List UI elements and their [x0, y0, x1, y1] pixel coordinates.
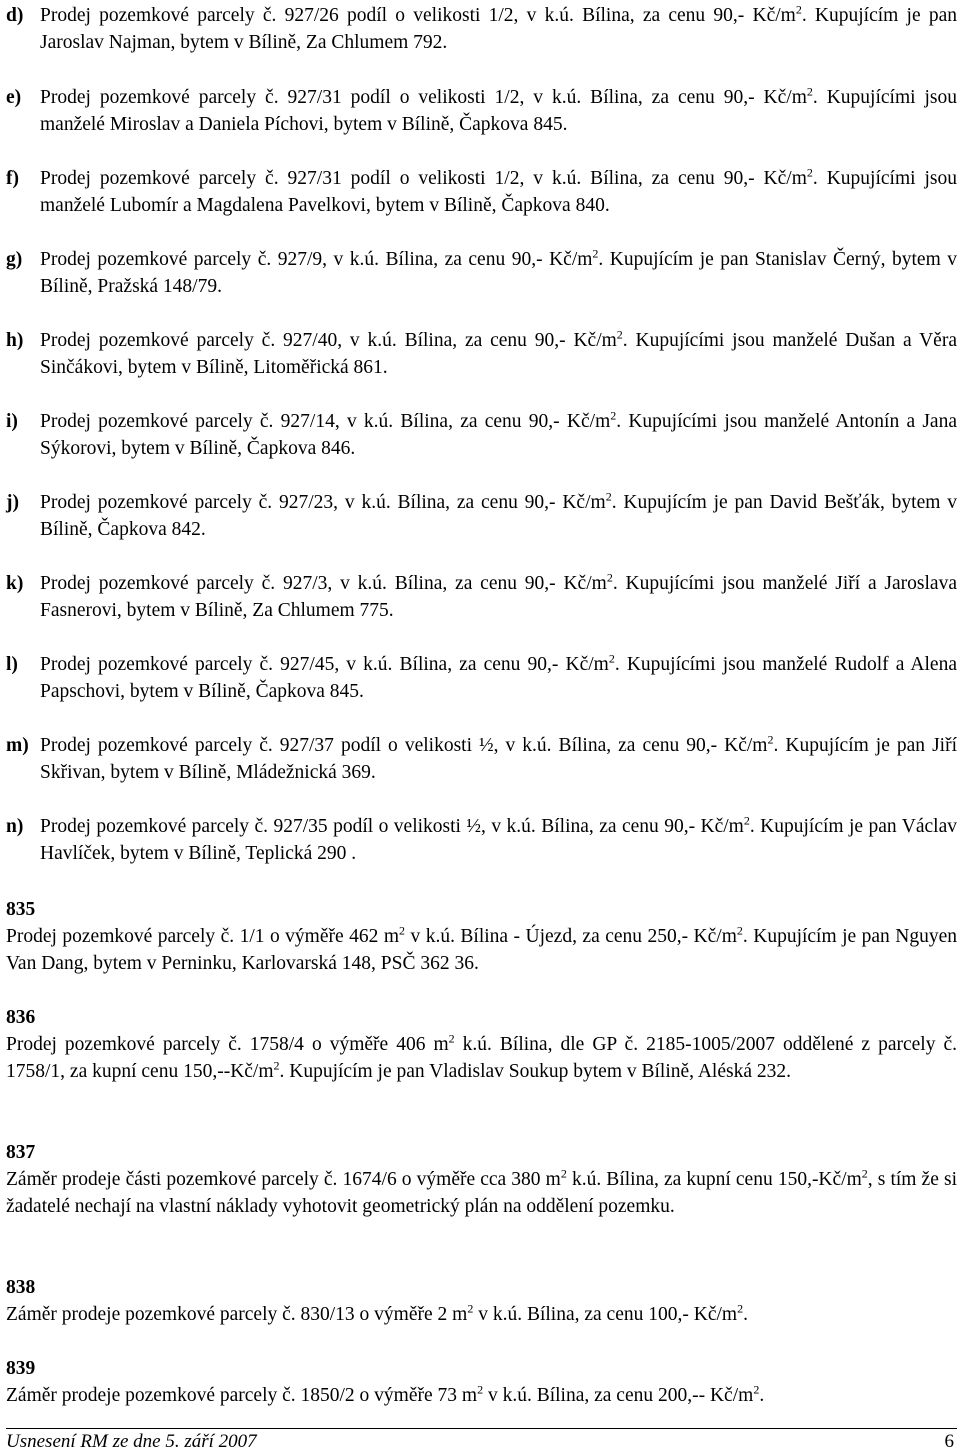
item-marker: g): [6, 249, 23, 270]
item-marker: d): [6, 5, 24, 26]
item-marker: e): [6, 87, 22, 108]
item-g: [6, 246, 957, 300]
item-text: Prodej pozemkové parcely č. 927/23, v k.ú. Bílina, za cenu 90,- $Kč/m^2$. Kupujícím je pan David Bešťák, bytem v Bílině, Čapkova 842.: [40, 489, 957, 540]
item-text: Prodej pozemkové parcely č. 927/37 podíl o velikosti ½, v k.ú. Bílina, za cenu 90,- $Kč/m^2$. Kupujícím je pan Jiří Skřivan, bytem v Bílině, Mládežnická 369.: [40, 732, 957, 783]
item-h: [6, 327, 957, 381]
item-n: [6, 813, 957, 867]
item-text: Prodej pozemkové parcely č. 927/45, v k.ú. Bílina, za cenu 90,- $Kč/m^2$. Kupujícími jsou manželé Rudolf a Alena Papschovi, bytem v Bílině, Čapkova 845.: [40, 651, 957, 702]
item-l: [6, 651, 957, 705]
item-text: Prodej pozemkové parcely č. 927/35 podíl o velikosti ½, v k.ú. Bílina, za cenu 90,- $Kč/m^2$. Kupujícím je pan Václav Havlíček, bytem v Bílině, Teplická 290 .: [40, 813, 957, 864]
resolution-text: Záměr prodeje části pozemkové parcely č. 1674/6 o výměře cca 380 $m^2$ k.ú. Bílina, za kupní cenu $150,-Kč/m^2$, s tím že si žadatelé nechají na vlastní náklady vyhotovit geometrický plán na oddělení pozemku.: [6, 1166, 957, 1217]
item-text: Prodej pozemkové parcely č. 927/31 podíl o velikosti 1/2, v k.ú. Bílina, za cenu 90,- $Kč/m^2$. Kupujícími jsou manželé Miroslav a Daniela Píchovi, bytem v Bílině, Čapkova 845.: [40, 84, 957, 135]
resolution-number: 837: [6, 1142, 36, 1163]
resolution-text: Záměr prodeje pozemkové parcely č. 1850/2 o výměře 73 $m^2$ v k.ú. Bílina, za cenu 200,-- $Kč/m^2$.: [6, 1382, 765, 1406]
item-text: Prodej pozemkové parcely č. 927/9, v k.ú. Bílina, za cenu 90,- $Kč/m^2$. Kupujícím je pan Stanislav Černý, bytem v Bílině, Pražská 148/79.: [40, 246, 957, 297]
item-marker: i): [6, 411, 18, 432]
item-e: [6, 84, 957, 138]
item-marker: k): [6, 573, 24, 594]
item-m: [6, 732, 957, 786]
resolution-number: 838: [6, 1277, 36, 1298]
resolution-837: [6, 1139, 957, 1220]
item-text: Prodej pozemkové parcely č. 927/3, v k.ú. Bílina, za cenu 90,- $Kč/m^2$. Kupujícími jsou manželé Jiří a Jaroslava Fasnerovi, bytem v Bílině, Za Chlumem 775.: [40, 570, 957, 621]
resolution-text: Prodej pozemkové parcely č. 1/1 o výměře 462 $m^2$ v k.ú. Bílina - Újezd, za cenu 250,- $Kč/m^2$. Kupujícím je pan Nguyen Van Dang, bytem v Perninku, Karlovarská 148, PSČ 362 36.: [6, 923, 958, 974]
page-number: 6: [944, 1431, 954, 1452]
item-marker: j): [6, 492, 19, 513]
resolution-number: 839: [6, 1358, 36, 1379]
item-text: Prodej pozemkové parcely č. 927/31 podíl o velikosti 1/2, v k.ú. Bílina, za cenu 90,- $Kč/m^2$. Kupujícími jsou manželé Lubomír a Magdalena Pavelkovi, bytem v Bílině, Čapkova 840.: [40, 165, 957, 216]
item-marker: f): [6, 168, 19, 189]
resolution-836: [6, 1004, 957, 1085]
item-marker: l): [6, 654, 18, 675]
item-text: Prodej pozemkové parcely č. 927/14, v k.ú. Bílina, za cenu 90,- $Kč/m^2$. Kupujícími jsou manželé Antonín a Jana Sýkorovi, bytem v Bílině, Čapkova 846.: [40, 408, 957, 459]
resolution-text: Záměr prodeje pozemkové parcely č. 830/13 o výměře 2 $m^2$ v k.ú. Bílina, za cenu 100,- $Kč/m^2$.: [6, 1301, 748, 1325]
resolution-text: Prodej pozemkové parcely č. 1758/4 o výměře 406 $m^2$ k.ú. Bílina, dle GP č. 2185-1005/2007 oddělené z parcely č. 1758/1, za kupní cenu $150,--Kč/m^2$. Kupujícím je pan Vladislav Soukup bytem v Bílině, Aléská 232.: [6, 1031, 957, 1082]
resolution-838: [6, 1274, 957, 1328]
resolution-839: [6, 1355, 957, 1409]
item-marker: n): [6, 816, 24, 837]
page-footer: [6, 1431, 954, 1453]
item-k: [6, 570, 957, 624]
item-text: Prodej pozemkové parcely č. 927/26 podíl o velikosti 1/2, v k.ú. Bílina, za cenu 90,- $Kč/m^2$. Kupujícím je pan Jaroslav Najman, bytem v Bílině, Za Chlumem 792.: [40, 2, 958, 53]
item-f: [6, 165, 957, 219]
item-j: [6, 489, 957, 543]
resolution-number: 835: [6, 899, 36, 920]
item-marker: m): [6, 735, 29, 756]
resolution-number: 836: [6, 1007, 36, 1028]
footer-divider: [6, 1428, 957, 1429]
resolution-835: [6, 896, 957, 977]
item-i: [6, 408, 957, 462]
item-d: [6, 2, 957, 56]
item-marker: h): [6, 330, 24, 351]
footer-title: Usnesení RM ze dne 5. září 2007: [6, 1431, 257, 1452]
item-text: Prodej pozemkové parcely č. 927/40, v k.ú. Bílina, za cenu 90,- $Kč/m^2$. Kupujícími jsou manželé Dušan a Věra Sinčákovi, bytem v Bílině, Litoměřická 861.: [40, 327, 957, 378]
